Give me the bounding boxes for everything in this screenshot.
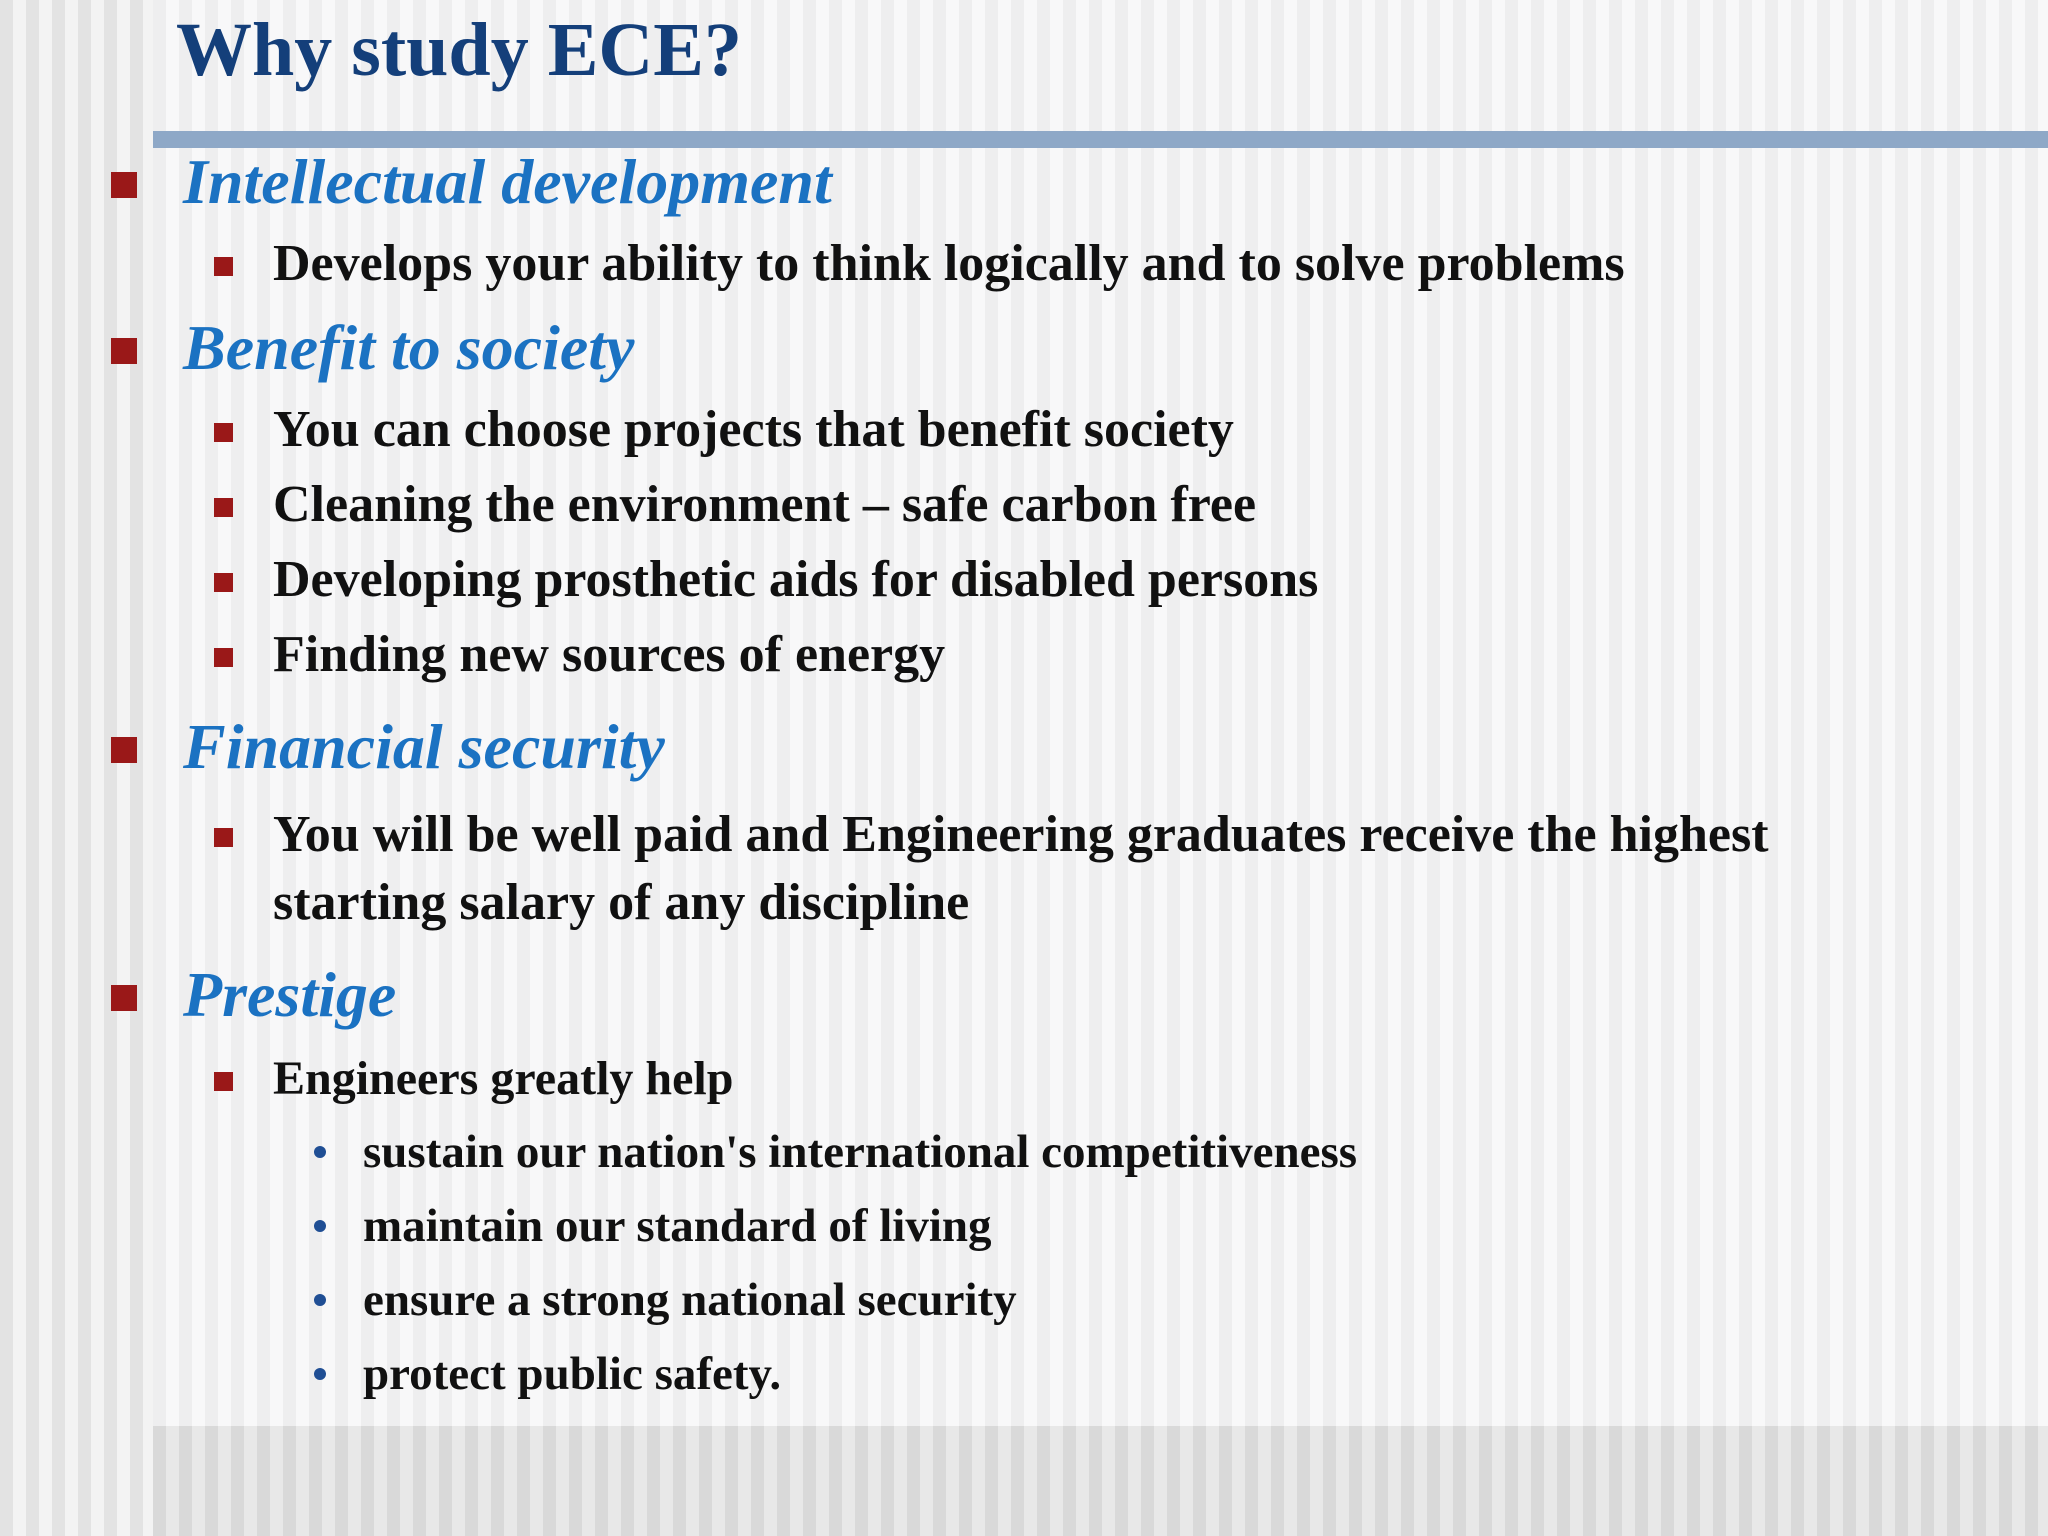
square-bullet-icon [111, 985, 137, 1011]
sub-list-item: protect public safety. [363, 1348, 782, 1400]
square-bullet-icon [214, 648, 233, 667]
section-heading: Benefit to society [183, 312, 635, 383]
list-item: Develops your ability to think logically and to solve problems [273, 235, 1625, 292]
list-item-line: starting salary of any discipline [273, 874, 970, 931]
section-heading: Financial security [183, 711, 665, 782]
square-bullet-icon [214, 257, 233, 276]
square-bullet-icon [214, 828, 233, 847]
square-bullet-icon [111, 737, 137, 763]
round-bullet-icon [314, 1294, 326, 1306]
slide-footer-band [153, 1426, 2048, 1536]
sub-list-item: ensure a strong national security [363, 1274, 1017, 1326]
list-item: Developing prosthetic aids for disabled persons [273, 551, 1319, 608]
round-bullet-icon [314, 1368, 326, 1380]
square-bullet-icon [111, 338, 137, 364]
square-bullet-icon [111, 172, 137, 198]
section-heading: Intellectual development [183, 146, 832, 217]
round-bullet-icon [314, 1146, 326, 1158]
section-heading: Prestige [183, 959, 397, 1030]
square-bullet-icon [214, 1072, 233, 1091]
sub-list-item: maintain our standard of living [363, 1200, 992, 1252]
list-item-line: You will be well paid and Engineering graduates receive the highest [273, 806, 1769, 863]
square-bullet-icon [214, 423, 233, 442]
square-bullet-icon [214, 498, 233, 517]
square-bullet-icon [214, 573, 233, 592]
sub-list-item: sustain our nation's international competitiveness [363, 1126, 1358, 1178]
list-item: You can choose projects that benefit society [273, 401, 1234, 458]
list-item: Engineers greatly help [273, 1052, 734, 1105]
slide-title: Why study ECE? [176, 8, 742, 92]
round-bullet-icon [314, 1220, 326, 1232]
list-item: Cleaning the environment – safe carbon free [273, 476, 1257, 533]
list-item: Finding new sources of energy [273, 626, 946, 683]
